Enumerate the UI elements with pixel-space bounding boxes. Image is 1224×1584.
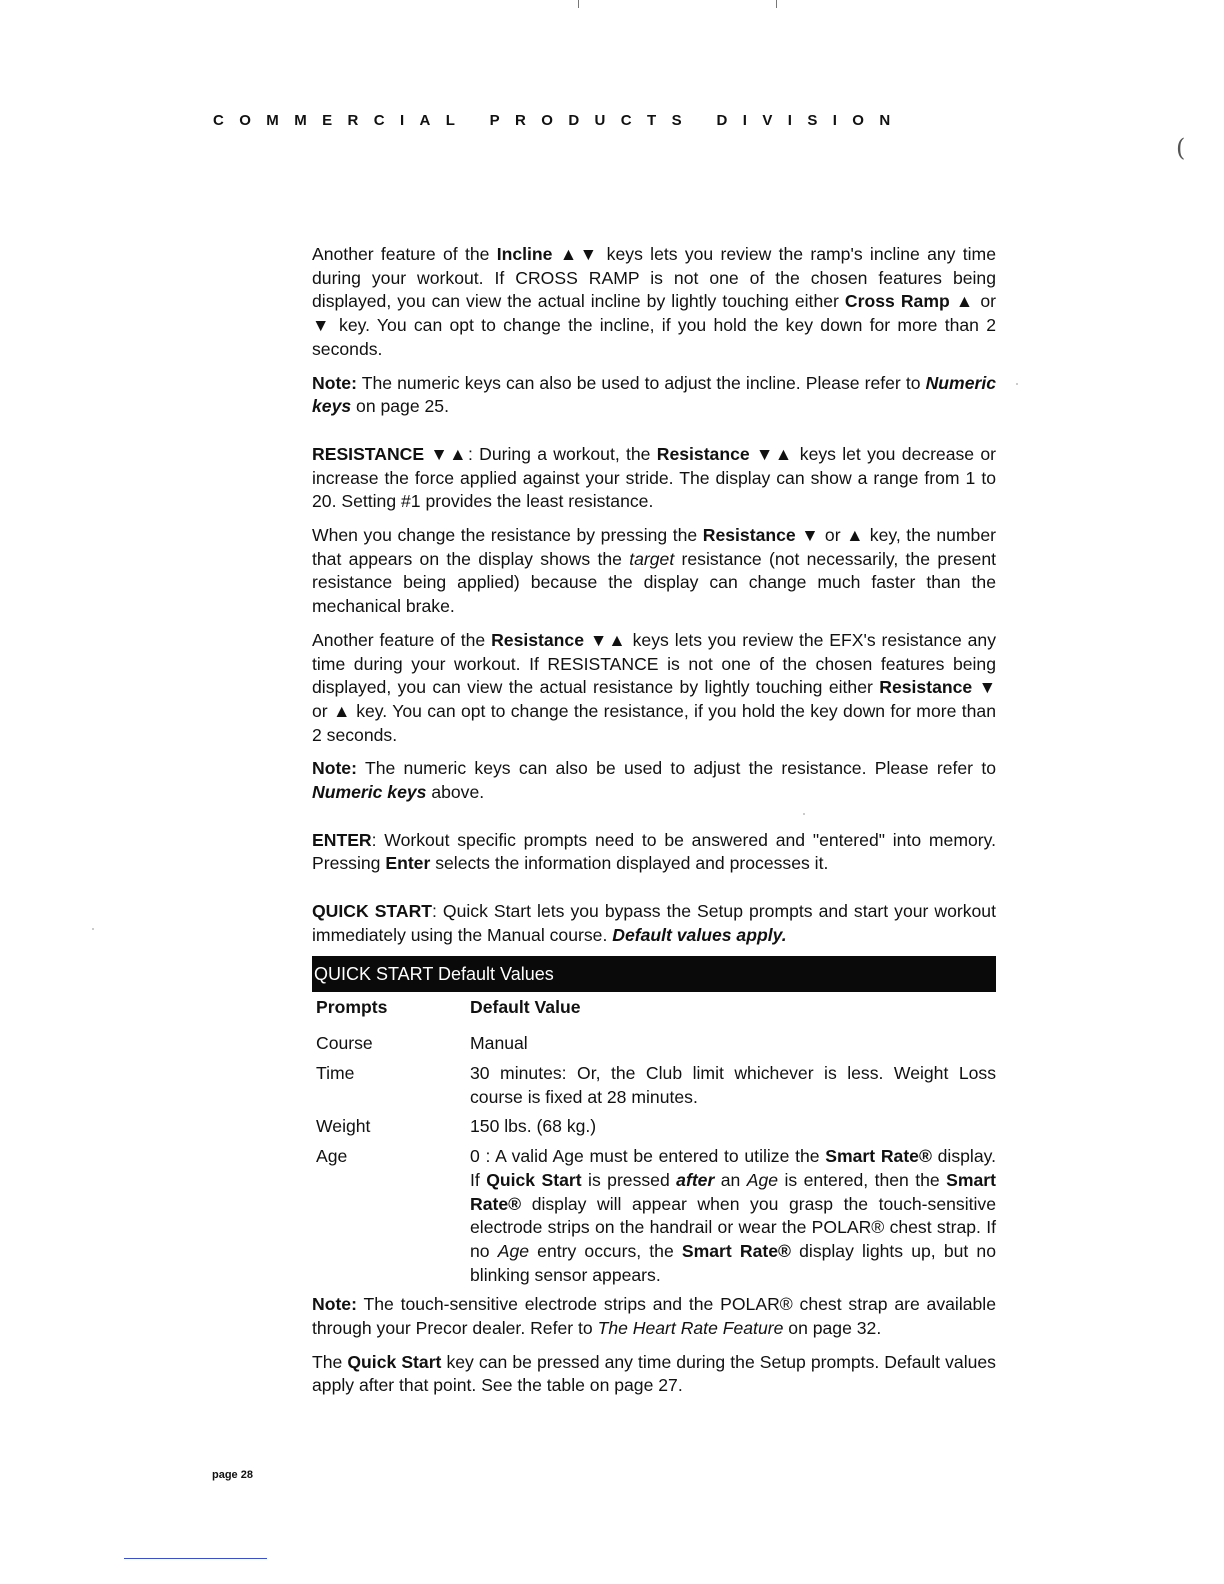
quick-start-paragraph: QUICK START: Quick Start lets you bypass the Setup prompts and start your workout immediately using the Manual course. Default values apply.: [312, 901, 996, 945]
polar-note: Note: The touch-sensitive electrode strips and the POLAR® chest strap are available through your Precor dealer. Refer to The Heart Rate Feature on page 32.: [312, 1294, 996, 1339]
table-cell-value: 150 lbs. (68 kg.): [470, 1116, 597, 1137]
enter-paragraph: ENTER: Workout specific prompts need to be answered and "entered" into memory. Pressing Enter selects the information displayed and processes it.: [312, 829, 996, 874]
scan-speck: [1016, 383, 1018, 385]
numeric-keys-reference: Numeric keys: [312, 372, 996, 417]
table-cell-prompt: Time: [316, 1062, 355, 1083]
resistance-paragraph: RESISTANCE ▼▲: During a workout, the Resistance ▼▲ keys let you decrease or increase the force applied against your stride. The display can show a range from 1 to 20. Setting #1 provides the least resistance.: [312, 443, 996, 512]
scan-mark: [776, 0, 777, 8]
incline-note: Note: The numeric keys can also be used to adjust the incline. Please refer to Numeric keys on page 25.: [312, 372, 996, 417]
table-cell-value: 30 minutes: Or, the Club limit whichever is less. Weight Loss course is fixed at 28 minutes.: [470, 1062, 996, 1107]
incline-paragraph: Another feature of the Incline ▲▼ keys lets you review the ramp's incline any time during your workout. If CROSS RAMP is not one of the chosen features being displayed, you can view the actual incline by lightly touching either Cross Ramp ▲ or ▼ key. You can opt to change the incline, if you hold the key down for more than 2 seconds.: [312, 244, 996, 359]
table-header-default-value: Default Value: [470, 996, 581, 1017]
resistance-change-paragraph: When you change the resistance by pressing the Resistance ▼ or ▲ key, the number that appears on the display shows the target resistance (not necessarily, the present resistance being applied) because the display can change much faster than the mechanical brake.: [312, 525, 996, 617]
defaults-table: [312, 996, 996, 1294]
resistance-review-paragraph: Another feature of the Resistance ▼▲ keys lets you review the EFX's resistance any time during your workout. If RESISTANCE is not one of the chosen features being displayed, you can view the actual resistance by lightly touching either Resistance ▼ or ▲ key. You can opt to change the resistance, if you hold the key down for more than 2 seconds.: [312, 629, 996, 745]
table-cell-prompt: Weight: [316, 1116, 371, 1137]
table-cell-prompt: Age: [316, 1146, 348, 1167]
margin-mark: (: [1176, 134, 1186, 162]
scan-speck: [803, 813, 805, 815]
table-cell-value: 0 : A valid Age must be entered to utilize the Smart Rate® display. If Quick Start is pressed after an Age is entered, then the Smart Rate® display will appear when you grasp the touch-sensitive electrode strips on the handrail or wear the POLAR® chest strap. If no Age entry occurs, the Smart Rate® display lights up, but no blinking sensor appears.: [470, 1146, 996, 1285]
numeric-keys-reference: Numeric keys: [312, 782, 427, 803]
scan-speck: [92, 928, 94, 930]
table-header-prompts: Prompts: [316, 996, 388, 1017]
heart-rate-feature-reference: The Heart Rate Feature: [597, 1318, 784, 1339]
table-cell-prompt: Course: [316, 1033, 373, 1054]
scan-mark: [578, 0, 579, 8]
quick-start-final-paragraph: The Quick Start key can be pressed any time during the Setup prompts. Default values apply after that point. See the table on page 27.: [312, 1351, 996, 1396]
footer-rule: [124, 1558, 267, 1559]
resistance-note: Note: The numeric keys can also be used to adjust the resistance. Please refer to Numeric keys above.: [312, 758, 996, 803]
table-title-bar: QUICK START Default Values: [312, 956, 996, 992]
table-cell-value: Manual: [470, 1033, 528, 1054]
division-header: COMMERCIAL PRODUCTS DIVISION: [213, 112, 906, 129]
main-content: [312, 243, 996, 1408]
page-number: page 28: [212, 1469, 253, 1481]
